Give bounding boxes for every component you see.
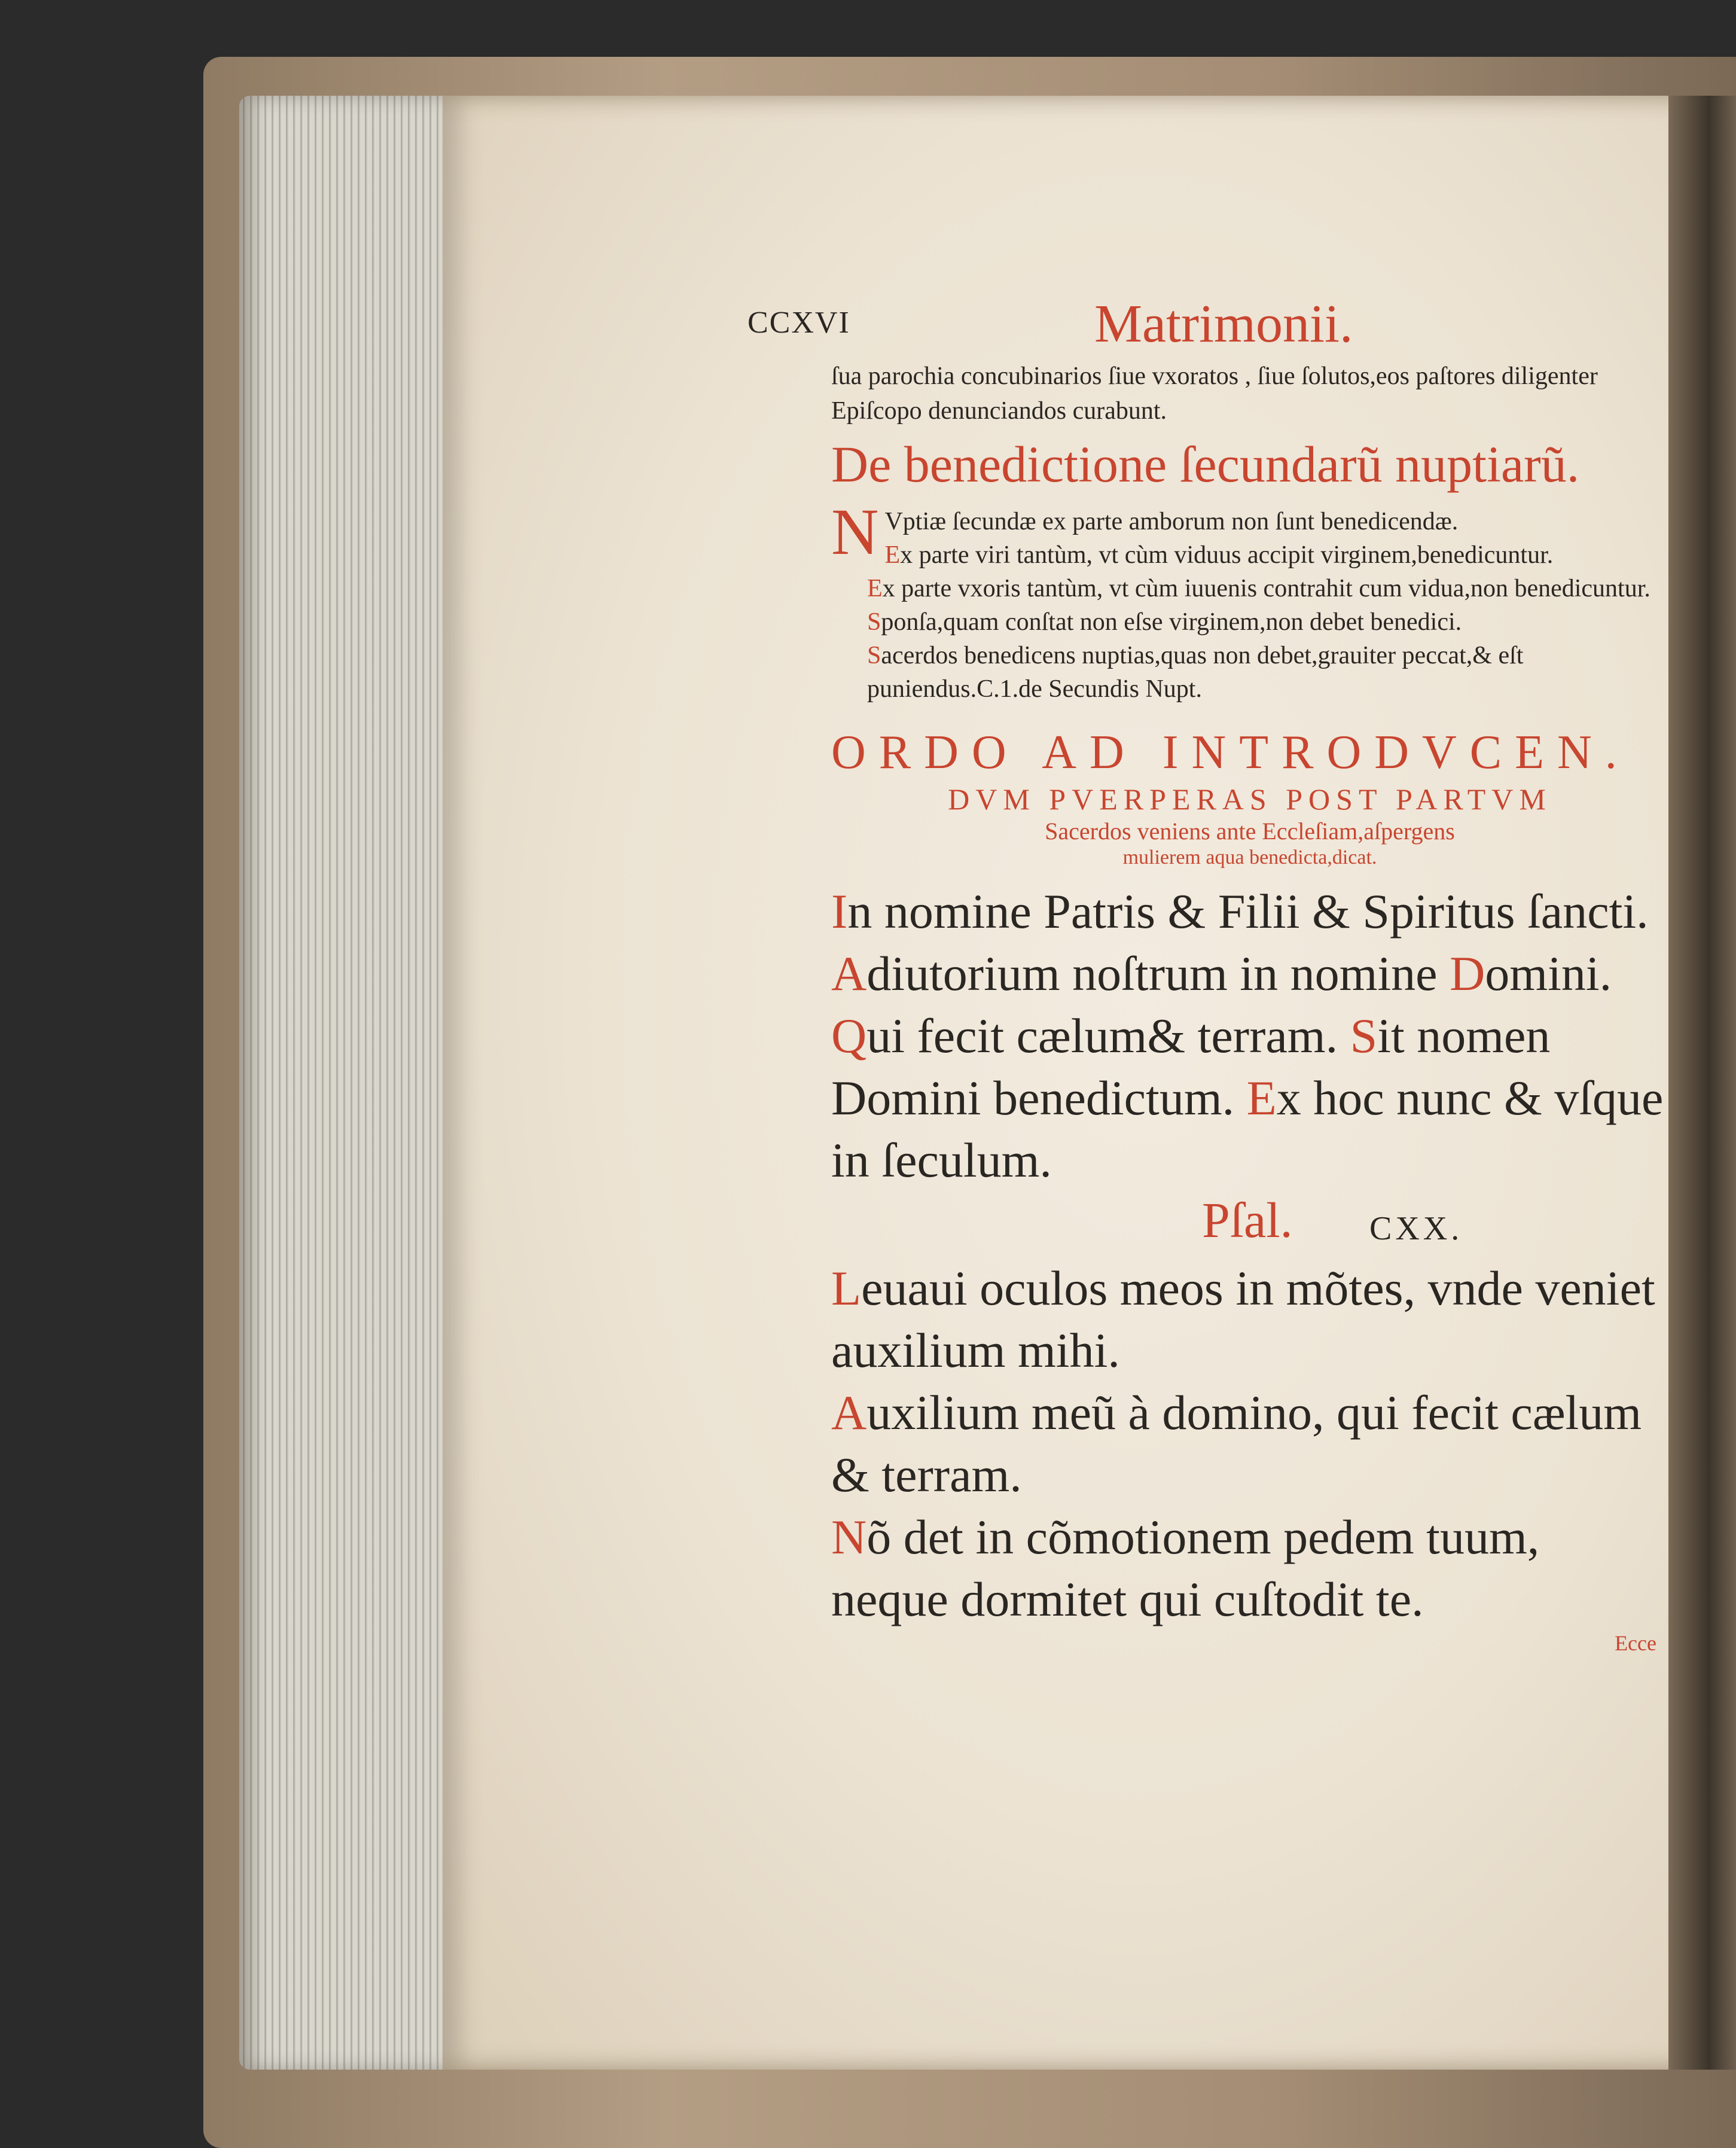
- ordo-title: ORDO AD INTRODVCEN.: [831, 726, 1630, 779]
- page-text: [748, 293, 1668, 1666]
- versicle-block: [831, 880, 1668, 1192]
- initial: I: [831, 884, 848, 939]
- catchword-row: [831, 1631, 1668, 1666]
- section-heading: De benedictione ſecundarũ nuptiarũ.: [831, 435, 1580, 493]
- rule-line: [831, 605, 1668, 639]
- catchword: Ecce: [1615, 1631, 1656, 1655]
- rule-text: acerdos benedicens nuptias,quas non debet,grauiter peccat,& eſt puniendus.C.1.de Secundis Nupt.: [867, 642, 1524, 703]
- initial: A: [831, 1385, 867, 1440]
- initial: L: [831, 1261, 862, 1315]
- psalm-verse: [831, 1257, 1668, 1382]
- versicle-text: x hoc nunc & vſque in ſeculum.: [831, 1071, 1664, 1187]
- rule-text: x parte vxoris tantùm, vt cùm iuuenis contrahit cum vidua,non benedicuntur.: [882, 575, 1650, 602]
- page-header: [748, 293, 1668, 359]
- page-edges: [239, 96, 449, 2070]
- rule-line: [831, 572, 1668, 605]
- rule-line: [831, 639, 1668, 706]
- initial: S: [1350, 1009, 1378, 1063]
- facing-page-edge: [1668, 96, 1736, 2070]
- verse-text: euaui oculos meos in mõtes, vnde veniet auxilium mihi.: [831, 1261, 1655, 1378]
- drop-initial: N: [831, 495, 879, 568]
- verse-text: õ det in cõmotionem pedem tuum, neque dormitet qui cuſtodit te.: [831, 1510, 1540, 1626]
- rubric-line: Sacerdos veniens ante Eccleſiam,aſpergens: [1045, 818, 1455, 845]
- versicle-text: omini.: [1485, 946, 1612, 1001]
- versicle-text: n nomine Patris & Filii & Spiritus ſancti.: [847, 884, 1649, 939]
- rule-text: x parte viri tantùm, vt cùm viduus accipit virginem,benedicuntur.: [900, 541, 1554, 569]
- rule-line: [831, 538, 1668, 572]
- initial: E: [1246, 1071, 1277, 1125]
- initial: S: [867, 642, 881, 669]
- folio-number: CCXVI: [748, 306, 850, 340]
- initial: S: [867, 608, 881, 636]
- initial: N: [831, 1510, 867, 1564]
- versicle-text: ui fecit cælum& terram.: [867, 1009, 1338, 1063]
- verse-text: uxilium meũ à domino, qui fecit cælum & terram.: [831, 1385, 1642, 1502]
- initial: E: [884, 541, 901, 569]
- psalm-heading: [831, 1192, 1668, 1257]
- psalm-number: CXX.: [1369, 1210, 1463, 1247]
- rule-text: ponſa,quam conſtat non eſse virginem,non debet benedici.: [881, 608, 1462, 636]
- rule-text: Vptiæ ſecundæ ex parte amborum non ſunt benedicendæ.: [884, 508, 1459, 535]
- versicle-text: it nomen Domini benedictum.: [831, 1009, 1551, 1125]
- paragraph: ſua parochia concubinarios ſiue vxoratos , ſiue ſolutos,eos paſtores diligenter Epiſcopo denunciandos curabunt.: [831, 362, 1598, 425]
- ordo-subtitle: DVM PVERPERAS POST PARTVM: [948, 782, 1552, 816]
- initial: Q: [831, 1009, 867, 1063]
- initial: D: [1450, 946, 1485, 1001]
- psalm-label: Pſal.: [1202, 1193, 1293, 1248]
- versicle-text: diutorium noſtrum in nomine: [867, 946, 1438, 1001]
- initial: E: [867, 575, 883, 602]
- psalm-verse: [831, 1382, 1668, 1506]
- psalm-verse: [831, 1506, 1668, 1631]
- rubric-line: mulierem aqua benedicta,dicat.: [1122, 846, 1377, 869]
- running-title: Matrimonii.: [1094, 294, 1353, 354]
- initial: A: [831, 946, 867, 1001]
